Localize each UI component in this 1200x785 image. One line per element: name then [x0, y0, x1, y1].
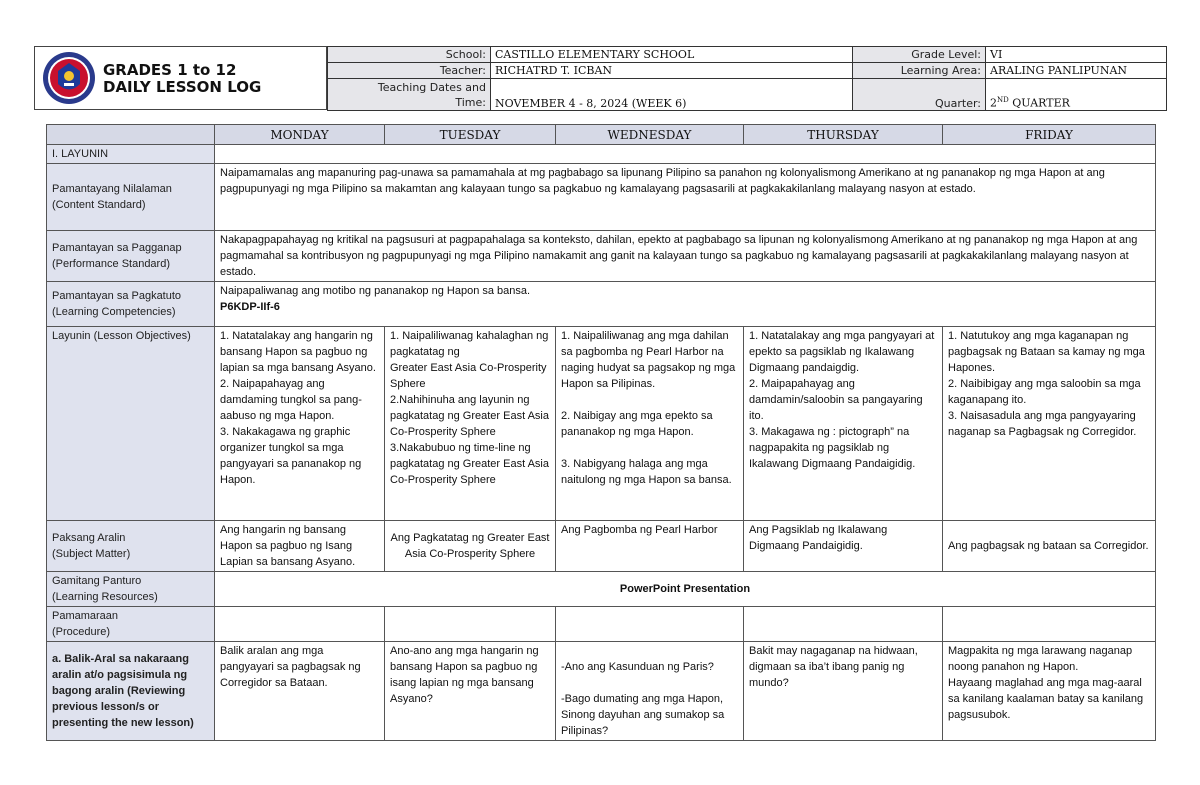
competency-code: P6KDP-IIf-6 — [220, 301, 280, 313]
day-header-friday: FRIDAY — [943, 125, 1156, 145]
review-tuesday: Ano-ano ang mga hangarin ng bansang Hapon sa pagbuo ng isang lapian ng mga bansang Asyano? — [385, 642, 556, 741]
procedure-friday — [943, 607, 1156, 642]
school-label: School: — [328, 47, 491, 63]
review-friday: Magpakita ng mga larawang naganap noong panahon ng Hapon. Hayaang maglahad ang mga mag-aaral sa kanilang kaalaman batay sa kanilang pagsusubok. — [943, 642, 1156, 741]
review-row — [47, 642, 1156, 741]
layunin-label: I. LAYUNIN — [47, 145, 215, 164]
procedure-tuesday — [385, 607, 556, 642]
objectives-friday: 1. Natutukoy ang mga kaganapan ng pagbagsak ng Bataan sa kamay ng mga Hapones. 2. Naibibigay ang mga saloobin sa mga kaganapang ito. 3. Naisasadula ang mga pangyayaring naganap sa Pagbagsak ng Corregidor. — [943, 327, 1156, 521]
quarter-suffix: ND — [997, 96, 1009, 105]
title-line-1: GRADES 1 to 12 — [103, 61, 237, 79]
teaching-dates-value: NOVEMBER 4 - 8, 2024 (WEEK 6) — [491, 79, 853, 111]
teaching-dates-label-line2: Time: — [455, 96, 486, 109]
performance-standard-text: Nakapagpapahayag ng kritikal na pagsusuri at pagpapahalaga sa konteksto, dahilan, epekto at pagbabago sa lipunan ng kolonyalismong Amerikano at ng pananakop ng mga Hapon at ang pagmamahal sa kontribusyon ng pagpupunyagi ng mga Pilipino namakamit ang ganit na kalayaan tungo sa pagkabuo ng kamalayang pagsasarili at pagkakakilanlang malayang nasyon at estado. — [215, 231, 1156, 282]
header-title-box — [34, 46, 327, 110]
subject-tuesday: Ang Pagkatatag ng Greater East Asia Co-Prosperity Sphere — [385, 521, 556, 572]
objectives-label: Layunin (Lesson Objectives) — [47, 327, 215, 521]
objectives-thursday: 1. Natatalakay ang mga pangyayari at epekto sa pagsiklab ng Ikalawang Digmaang pandaigdig. 2. Maipapahayag ang damdamin/saloobin sa pangayaring ito. 3. Makagawa ng : pictograph” na nagpapakita ng pagsiklab ng Ikalawang Digmaang Pandaigidig. — [744, 327, 943, 521]
teacher-label: Teacher: — [328, 63, 491, 79]
day-header-monday: MONDAY — [215, 125, 385, 145]
performance-standard-label: Pamantayan sa Pagganap (Performance Standard) — [47, 231, 215, 282]
day-header-row — [47, 125, 1156, 145]
objectives-tuesday: 1. Naipaliliwanag kahalaghan ng pagkatatag ng Greater East Asia Co-Prosperity Sphere 2.Nahihinuha ang layunin ng pagkatatag ng Greater East Asia Co-Prosperity Sphere 3.Nakabubuo ng time-line ng pagkatatag ng Greater East Asia Co-Prosperity Sphere — [385, 327, 556, 521]
competency-cell — [215, 282, 1156, 327]
review-monday: Balik aralan ang mga pangyayari sa pagbagsak ng Corregidor sa Bataan. — [215, 642, 385, 741]
resources-label: Gamitang Panturo (Learning Resources) — [47, 572, 215, 607]
grade-level-value: VI — [986, 47, 1167, 63]
day-header-wednesday: WEDNESDAY — [556, 125, 744, 145]
review-thursday: Bakit may nagaganap na hidwaan, digmaan sa iba’t ibang panig ng mundo? — [744, 642, 943, 741]
resources-text: PowerPoint Presentation — [215, 572, 1156, 607]
procedure-row — [47, 607, 1156, 642]
content-standard-text: Naipamamalas ang mapanuring pag-unawa sa pamamahala at mg pagbabago sa lipunang Pilipino sa panahon ng kolonyalismong Amerikano at ng pananakop ng mga Hapon at ang pagpupunyagi ng mga Pilipino sa makamtan ang kalayaan tungo sa pagkabuo ng kamalayang pagsasarili at pagkakakilanlang malayang nasyon at estado. — [215, 164, 1156, 231]
objectives-monday: 1. Natatalakay ang hangarin ng bansang Hapon sa pagbuo ng lapian sa mga bansang Asyano. 2. Naipapahayag ang damdaming tungkol sa pang-aabuso ng mga Hapon. 3. Nakakagawa ng graphic organizer tungkol sa mga pangyayari sa pananakop ng Hapon. — [215, 327, 385, 521]
quarter-word: QUARTER — [1008, 97, 1070, 110]
teaching-dates-label-line1: Teaching Dates and — [377, 81, 486, 94]
subject-wednesday: Ang Pagbomba ng Pearl Harbor — [556, 521, 744, 572]
teaching-dates-label — [328, 79, 491, 111]
quarter-value — [986, 79, 1167, 111]
subject-monday: Ang hangarin ng bansang Hapon sa pagbuo ng Isang Lapian sa bansang Asyano. — [215, 521, 385, 572]
quarter-number: 2 — [990, 97, 997, 110]
review-label: a. Balik-Aral sa nakaraang aralin at/o pagsisimula ng bagong aralin (Reviewing previous lesson/s or presenting the new lesson) — [47, 642, 215, 741]
document-title — [103, 62, 261, 96]
corner-cell — [47, 125, 215, 145]
procedure-thursday — [744, 607, 943, 642]
content-standard-row — [47, 164, 1156, 231]
lesson-log-table — [46, 124, 1156, 741]
procedure-label: Pamamaraan (Procedure) — [47, 607, 215, 642]
school-info-table — [327, 46, 1167, 111]
subject-friday: Ang pagbagsak ng bataan sa Corregidor. — [943, 521, 1156, 572]
layunin-blank — [215, 145, 1156, 164]
teacher-value: RICHATRD T. ICBAN — [491, 63, 853, 79]
day-header-thursday: THURSDAY — [744, 125, 943, 145]
quarter-label: Quarter: — [853, 79, 986, 111]
title-line-2: DAILY LESSON LOG — [103, 78, 262, 96]
procedure-monday — [215, 607, 385, 642]
learning-area-label: Learning Area: — [853, 63, 986, 79]
review-wednesday: -Ano ang Kasunduan ng Paris? -Bago dumating ang mga Hapon, Sinong dayuhan ang sumakop sa Pilipinas? — [556, 642, 744, 741]
school-value: CASTILLO ELEMENTARY SCHOOL — [491, 47, 853, 63]
resources-row — [47, 572, 1156, 607]
objectives-row — [47, 327, 1156, 521]
content-standard-label: Pamantayang Nilalaman (Content Standard) — [47, 164, 215, 231]
day-header-tuesday: TUESDAY — [385, 125, 556, 145]
grade-level-label: Grade Level: — [853, 47, 986, 63]
competency-text: Naipapaliwanag ang motibo ng pananakop ng Hapon sa bansa. — [220, 285, 531, 297]
performance-standard-row — [47, 231, 1156, 282]
competency-row — [47, 282, 1156, 327]
competency-label: Pamantayan sa Pagkatuto (Learning Competencies) — [47, 282, 215, 327]
subject-thursday: Ang Pagsiklab ng Ikalawang Digmaang Pandaigidig. — [744, 521, 943, 572]
procedure-wednesday — [556, 607, 744, 642]
subject-label: Paksang Aralin (Subject Matter) — [47, 521, 215, 572]
learning-area-value: ARALING PANLIPUNAN — [986, 63, 1167, 79]
layunin-row — [47, 145, 1156, 164]
objectives-wednesday: 1. Naipaliliwanag ang mga dahilan sa pagbomba ng Pearl Harbor na naging hudyat sa pagsakop ng mga Hapon sa Pilipinas. 2. Naibigay ang mga epekto sa pananakop ng mga Hapon. 3. Nabigyang halaga ang mga naitulong ng mga Hapon sa bansa. — [556, 327, 744, 521]
subject-row — [47, 521, 1156, 572]
deped-seal-icon — [42, 51, 96, 105]
